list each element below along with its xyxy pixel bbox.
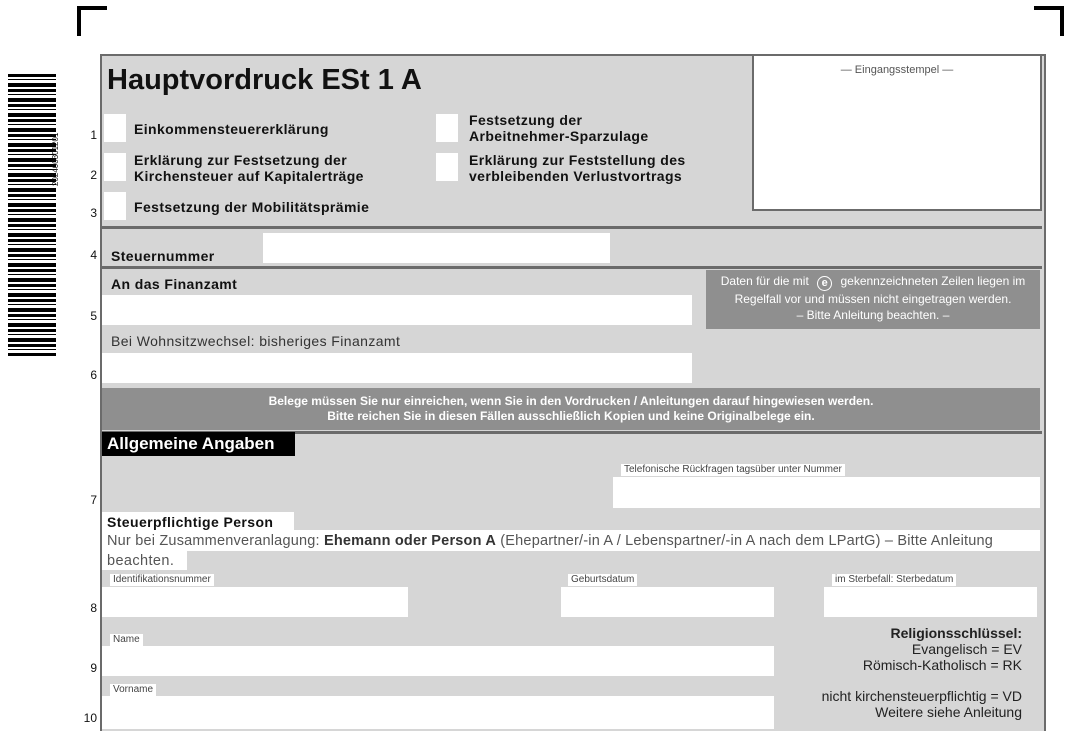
kirchensteuer-label-line2: Kirchensteuer auf Kapitalerträge	[134, 168, 364, 184]
einkommensteuererklaerung-label: Einkommensteuererklärung	[134, 121, 329, 137]
form-title: Hauptvordruck ESt 1 A	[107, 64, 422, 96]
checkbox-mobilitaetspraemie[interactable]	[104, 192, 126, 220]
daten-hinweis-text: – Bitte Anleitung beachten. –	[796, 308, 950, 322]
checkbox-einkommensteuererklaerung[interactable]	[104, 114, 126, 142]
section-divider	[100, 226, 1042, 229]
zusammen-text-bold: Ehemann oder Person A	[323, 533, 497, 549]
verlustvortrag-label-line2: verbleibenden Verlustvortrags	[469, 168, 683, 184]
vorname-label: Vorname	[110, 684, 156, 696]
zusammen-text-pre: Nur bei Zusammenveranlagung:	[107, 533, 324, 549]
checkbox-verlustvortrag[interactable]	[436, 153, 458, 181]
religionsschluessel-title: Religionsschlüssel:	[890, 625, 1022, 641]
religion-rk: Römisch-Katholisch = RK	[862, 657, 1022, 673]
row-number: 7	[90, 493, 97, 507]
steuernummer-input[interactable]	[263, 233, 610, 263]
daten-hinweis-box	[706, 270, 1040, 329]
identifikationsnummer-label: Identifikationsnummer	[110, 574, 214, 586]
telefon-label: Telefonische Rückfragen tagsüber unter Nummer	[621, 464, 845, 476]
row-number: 8	[90, 601, 97, 615]
telefon-input[interactable]	[613, 477, 1040, 508]
corner-mark-top-right	[1034, 6, 1064, 36]
belege-hinweis-line2: Bitte reichen Sie in diesen Fällen ausschließlich Kopien und keine Originalbelege ein.	[327, 409, 815, 423]
kirchensteuer-label-line1: Erklärung zur Festsetzung der	[134, 152, 348, 168]
finanzamt-label: An das Finanzamt	[111, 276, 238, 292]
sterbedatum-label: im Sterbefall: Sterbedatum	[832, 574, 956, 586]
mobilitaetspraemie-label: Festsetzung der Mobilitätsprämie	[134, 199, 370, 215]
belege-hinweis-banner	[102, 388, 1040, 430]
section-heading-allgemeine-angaben: Allgemeine Angaben	[102, 432, 295, 456]
zusammen-text-post: (Ehepartner/-in A / Lebenspartner/-in A nach dem LPartG) – Bitte Anleitung	[496, 533, 994, 549]
zusammenveranlagung-text	[107, 533, 993, 549]
bisheriges-finanzamt-input[interactable]	[102, 353, 692, 383]
vorname-input[interactable]	[102, 696, 774, 729]
row-number: 5	[90, 309, 97, 323]
corner-mark-top-left	[77, 6, 107, 36]
wohnsitzwechsel-label: Bei Wohnsitzwechsel: bisheriges Finanzamt	[111, 333, 401, 349]
daten-hinweis-text: Daten für die mit	[720, 274, 809, 288]
row-number: 1	[90, 128, 97, 142]
religion-weitere: Weitere siehe Anleitung	[875, 704, 1022, 720]
row-number: 3	[90, 206, 97, 220]
religionsschluessel-legend	[780, 625, 1022, 720]
row-number: 9	[90, 661, 97, 675]
identifikationsnummer-input[interactable]	[102, 587, 408, 617]
finanzamt-input[interactable]	[102, 295, 692, 325]
sterbedatum-input[interactable]	[824, 587, 1037, 617]
barcode-number: 202400301201	[51, 132, 60, 186]
sparzulage-label-line2: Arbeitnehmer-Sparzulage	[469, 128, 649, 144]
checkbox-kirchensteuer[interactable]	[104, 153, 126, 181]
eingangsstempel-label: — Eingangsstempel —	[840, 64, 954, 76]
e-symbol-icon: e	[817, 276, 832, 291]
zusammenveranlagung-text-line2: beachten.	[107, 553, 175, 569]
steuernummer-label: Steuernummer	[111, 248, 215, 264]
row-number: 10	[83, 711, 97, 725]
name-input[interactable]	[102, 646, 774, 676]
row-number: 2	[90, 168, 97, 182]
sparzulage-label-line1: Festsetzung der	[469, 112, 583, 128]
row-number: 6	[90, 368, 97, 382]
verlustvortrag-label-line1: Erklärung zur Feststellung des	[469, 152, 686, 168]
religion-vd: nicht kirchensteuerpflichtig = VD	[821, 688, 1022, 704]
section-divider	[100, 266, 1042, 269]
belege-hinweis-line1: Belege müssen Sie nur einreichen, wenn Sie in den Vordrucken / Anleitungen darauf hingewiesen werden.	[268, 394, 874, 408]
religion-ev: Evangelisch = EV	[911, 641, 1022, 657]
geburtsdatum-label: Geburtsdatum	[568, 574, 637, 586]
daten-hinweis-text: Regelfall vor und müssen nicht eingetragen werden.	[734, 292, 1012, 306]
daten-hinweis-text: gekennzeichneten Zeilen liegen im	[840, 274, 1026, 288]
checkbox-sparzulage[interactable]	[436, 114, 458, 142]
barcode	[8, 74, 56, 356]
geburtsdatum-input[interactable]	[561, 587, 774, 617]
row-number: 4	[90, 248, 97, 262]
steuerpflichtige-person-heading: Steuerpflichtige Person	[107, 514, 274, 530]
name-label: Name	[110, 634, 143, 646]
eingangsstempel-box	[752, 54, 1042, 211]
